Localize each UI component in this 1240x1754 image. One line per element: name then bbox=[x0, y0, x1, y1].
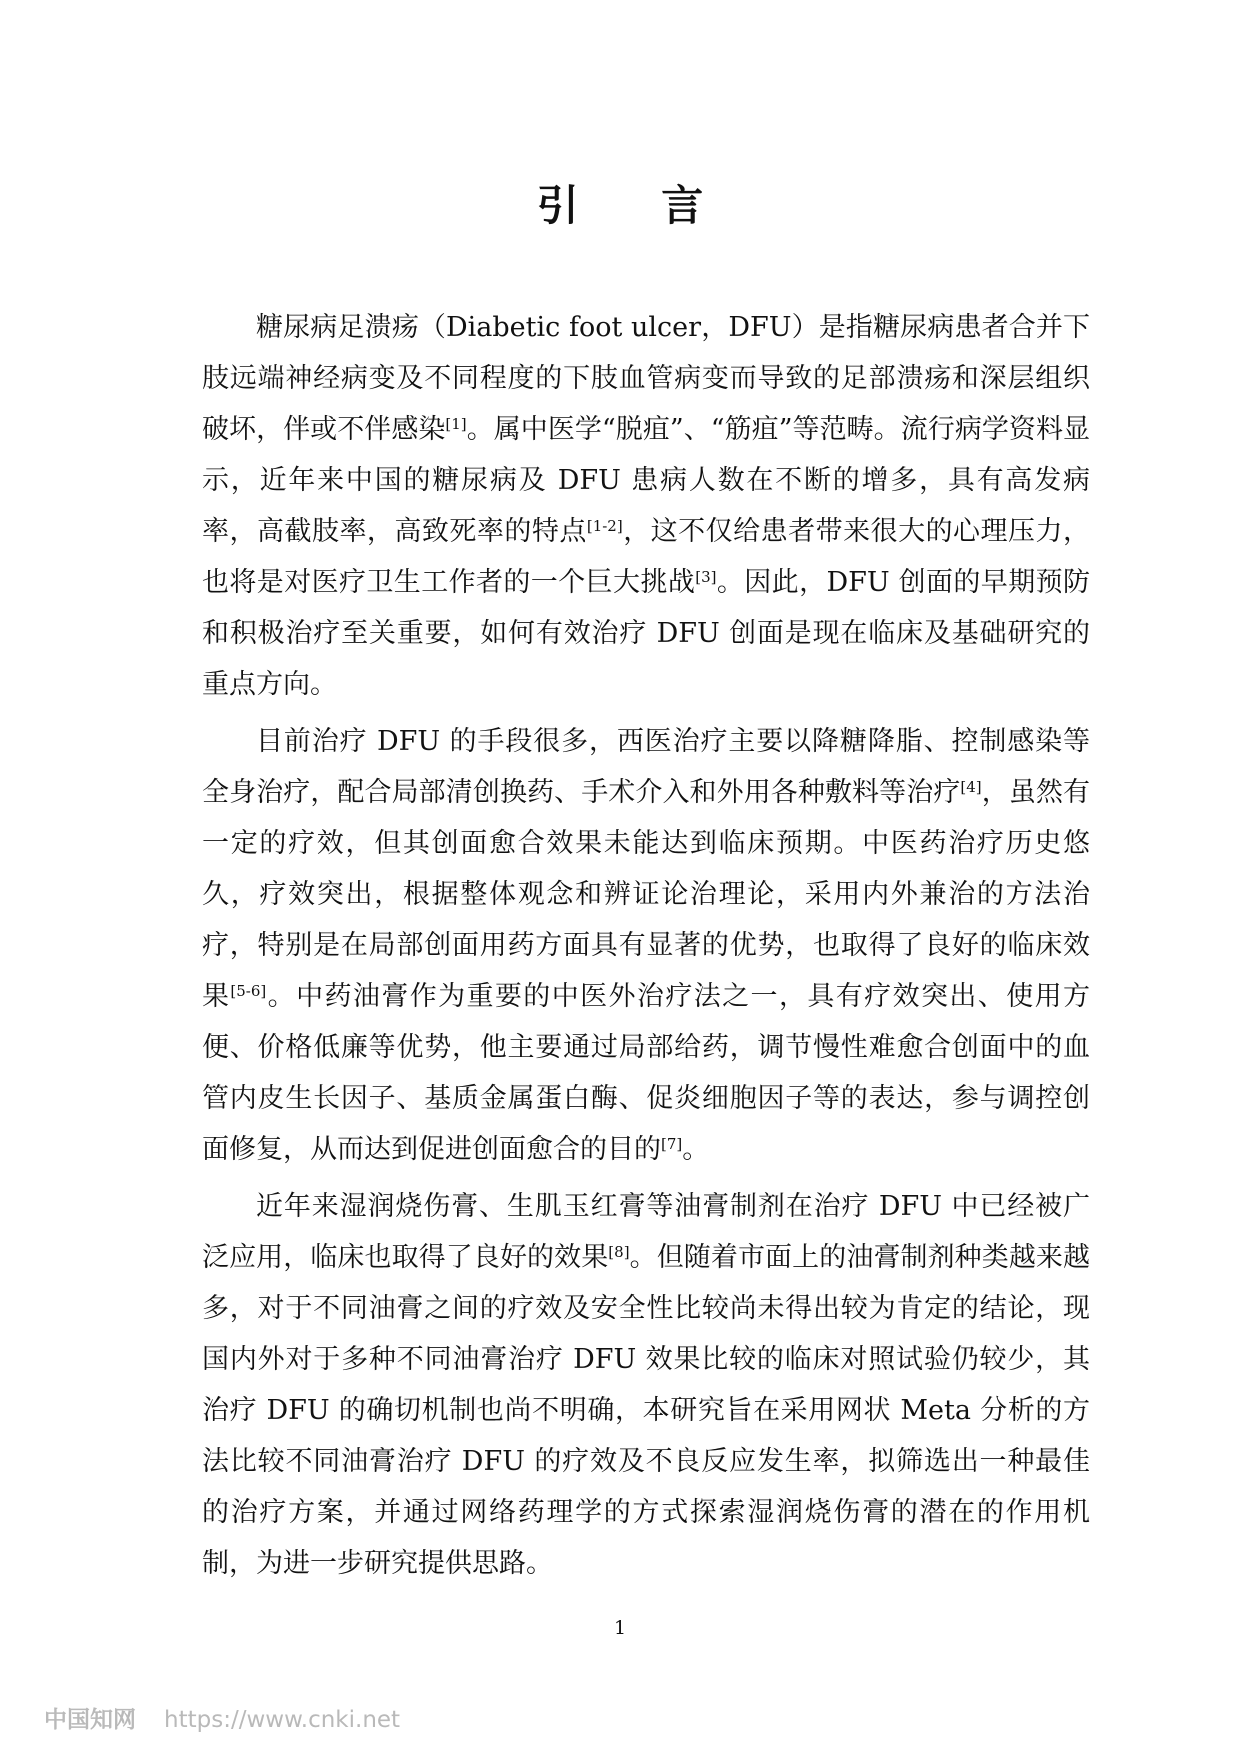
paragraph-text: 。中药油膏作为重要的中医外治疗法之一，具有疗效突出、使用方便、价格低廉等优势，他主要通过局部给药，调节慢性难愈合创面中的血管内皮生长因子、基质金属蛋白酶、促炎细胞因子等的表达，参与调控创面修复，从而达到促进创面愈合的目的 bbox=[202, 981, 1091, 1165]
watermark-brand: 中国知网 bbox=[44, 1707, 136, 1733]
citation-ref: [4] bbox=[960, 778, 982, 796]
page-number: 1 bbox=[613, 1617, 627, 1639]
paragraph-text: 糖尿病足溃疡（Diabetic foot ulcer，DFU）是指糖尿病患者合并下肢远端神经病变及不同程度的下肢血管病变而导致的足部溃疡和深层组织破坏，伴或不伴感染 bbox=[202, 312, 1090, 445]
citation-ref: [1] bbox=[445, 415, 467, 433]
citation-ref: [1-2] bbox=[586, 517, 623, 535]
chapter-title: 引 言 bbox=[536, 181, 738, 230]
paragraph-text: 。但随着市面上的油膏制剂种类越来越多，对于不同油膏之间的疗效及安全性比较尚未得出较为肯定的结论，现国内外对于多种不同油膏治疗 DFU 效果比较的临床对照试验仍较少，其治疗 DFU 的确切机制也尚不明确，本研究旨在采用网状 Meta 分析的方法比较不同油膏治疗 DFU 的疗效及不良反应发生率，拟筛选出一种最佳的治疗方案，并通过网络药理学的方式探索湿润烧伤膏的潜在的作用机制，为进一步研究提供思路。 bbox=[202, 1242, 1091, 1579]
paragraph-text: 近年来湿润烧伤膏、生肌玉红膏等油膏制剂在治疗 DFU 中已经被广泛应用，临床也取得了良好的效果 bbox=[202, 1191, 1090, 1273]
paragraph-text: 目前治疗 DFU 的手段很多，西医治疗主要以降糖降脂、控制感染等全身治疗，配合局部清创换药、手术介入和外用各种敷料等治疗 bbox=[202, 726, 1090, 808]
body-paragraph bbox=[202, 1181, 1090, 1589]
paragraph-text: 。因此，DFU 创面的早期预防和积极治疗至关重要，如何有效治疗 DFU 创面是现在临床及基础研究的重点方向。 bbox=[202, 567, 1090, 700]
paragraph-text: ，虽然有一定的疗效，但其创面愈合效果未能达到临床预期。中医药治疗历史悠久，疗效突出，根据整体观念和辨证论治理论，采用内外兼治的方法治疗，特别是在局部创面用药方面具有显著的优势，也取得了良好的临床效果 bbox=[202, 777, 1090, 1012]
body-paragraph bbox=[202, 302, 1090, 710]
cnki-watermark bbox=[44, 1706, 400, 1734]
paragraph-text: 。属中医学“脱疽”、“筋疽”等范畴。流行病学资料显示，近年来中国的糖尿病及 DFU 患病人数在不断的增多，具有高发病率，高截肢率，高致死率的特点 bbox=[202, 414, 1090, 547]
citation-ref: [8] bbox=[608, 1243, 630, 1261]
body-paragraph bbox=[202, 716, 1090, 1175]
citation-ref: [7] bbox=[661, 1135, 683, 1153]
watermark-url: https://www.cnki.net bbox=[164, 1707, 401, 1733]
body-text bbox=[202, 302, 1090, 1595]
citation-ref: [5-6] bbox=[230, 982, 267, 1000]
paragraph-text: 。 bbox=[682, 1134, 710, 1165]
citation-ref: [3] bbox=[695, 568, 717, 586]
paragraph-text: ，这不仅给患者带来很大的心理压力，也将是对医疗卫生工作者的一个巨大挑战 bbox=[202, 516, 1091, 598]
